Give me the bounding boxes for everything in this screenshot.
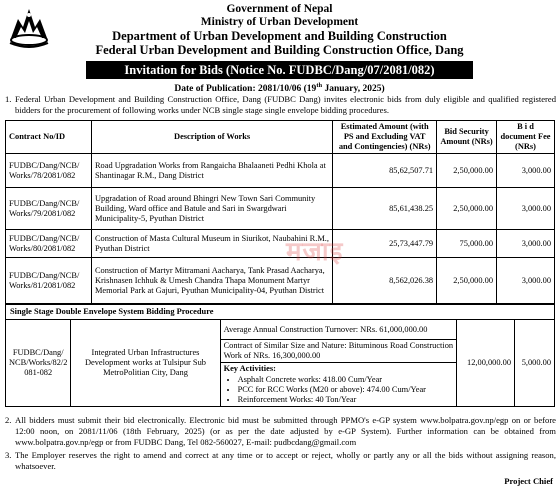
cell-description: Construction of Martyr Mitramani Aacharya, Tank Prasad Aacharya, Krishnasen Ichhuk & Umesh Chandra Thapa Monument Martyr Memorial Park at Gajuri, Pyuthan Municipality-04, Pyuthan District xyxy=(91,258,332,304)
paragraph-number: 3. xyxy=(5,450,12,460)
table-title: Single Stage Double Envelope System Bidding Procedure xyxy=(6,305,555,320)
publication-date-prefix: Date of Publication: 2081/10/06 (19 xyxy=(174,84,317,95)
table-row xyxy=(6,230,555,258)
paragraph-3 xyxy=(3,450,556,472)
cell-contract: FUDBC/Dang/NCB/ Works/79/2081/082 xyxy=(6,188,92,230)
cell-description: Road Upgradation Works from Rangaicha Bhalaaneti Pedhi Khola at Shantinagar R.M., Dang District xyxy=(91,154,332,188)
cell-fee: 3,000.00 xyxy=(497,188,555,230)
paragraph-text: Federal Urban Development and Building Construction Office, Dang (FUDBC Dang) invites electronic bids from duly eligible and qualified registered bidders for the procurement of following works under NCB single stage single envelope bidding procedures. xyxy=(15,94,556,115)
paragraph-number: 1. xyxy=(5,94,12,104)
cell-security: 12,00,000.00 xyxy=(457,320,515,407)
cell-amount: 85,62,507.71 xyxy=(333,154,437,188)
header-department: Department of Urban Development and Building Construction xyxy=(112,29,447,43)
paragraph-2 xyxy=(3,415,556,448)
table-row xyxy=(6,320,555,340)
cell-contract: FUDBC/Dang/ NCB/Works/82/2 081-082 xyxy=(6,320,71,407)
cell-amount: 25,73,447.79 xyxy=(333,230,437,258)
col-header-fee: B i d document Fee (NRs) xyxy=(497,121,555,154)
list-item: • PCC for RCC Works (M20 or above): 474.00 Cum/Year xyxy=(238,385,454,395)
table-row xyxy=(6,188,555,230)
works-table xyxy=(5,120,555,304)
cell-key-activities xyxy=(220,363,457,407)
col-header-amount: Estimated Amount (with PS and Excluding VAT and Contingencies) (NRs) xyxy=(333,121,437,154)
col-header-security: Bid Security Amount (NRs) xyxy=(437,121,497,154)
table-title-row xyxy=(6,305,555,320)
cell-fee: 5,000.00 xyxy=(515,320,555,407)
cell-contract: FUDBC/Dang/NCB/ Works/81/2081/082 xyxy=(6,258,92,304)
header-ministry: Ministry of Urban Development xyxy=(200,16,359,28)
cell-contract: FUDBC/Dang/NCB/ Works/78/2081/082 xyxy=(6,154,92,188)
paragraph-1 xyxy=(3,94,556,116)
cell-requirement-similar-contract: Contract of Similar Size and Nature: Bituminous Road Construction Work of NRs. 16,300,000.00 xyxy=(220,340,457,363)
paragraph-text: All bidders must submit their bid electronically. Electronic bid must be submitted through PPMO's e-GP system www.bolpatra.gov.np/egp on or before 12:00 noon, on 2081/11/06 (18th February, 2025) (or as per the date adjusted by e-GP System). Further information can be obtained from www.bolpatra.gov.np/egp or from FUDBC Dang, Tel 082-560027, E-mail: pudbcdang@gmail.com xyxy=(15,415,556,447)
paragraph-text: The Employer reserves the right to amend and correct at any time or to accept or reject, wholly or partly any or all the bids without assigning reason, whatsoever. xyxy=(15,450,556,471)
col-header-contract: Contract No/ID xyxy=(6,121,92,154)
cell-amount: 85,61,438.25 xyxy=(333,188,437,230)
header-government: Government of Nepal xyxy=(226,3,333,15)
cell-security: 75,000.00 xyxy=(437,230,497,258)
cell-security: 2,50,000.00 xyxy=(437,258,497,304)
cell-fee: 3,000.00 xyxy=(497,230,555,258)
header-office: Federal Urban Development and Building Construction Office, Dang xyxy=(95,43,464,57)
paragraph-number: 2. xyxy=(5,415,12,425)
col-header-description: Description of Works xyxy=(91,121,332,154)
cell-security: 2,50,000.00 xyxy=(437,188,497,230)
cell-security: 2,50,000.00 xyxy=(437,154,497,188)
list-item: • Asphalt Concrete works: 418.00 Cum/Year xyxy=(238,375,454,385)
publication-date-suffix: January, 2025) xyxy=(322,84,385,95)
table-header-row xyxy=(6,121,555,154)
publication-date-sup: th xyxy=(316,82,323,89)
key-activities-label: Key Activities: xyxy=(223,364,276,373)
cell-description: Construction of Masta Cultural Museum in Siurikot, Naubahini R.M., Pyuthan District xyxy=(91,230,332,258)
cell-requirement-turnover: Average Annual Construction Turnover: NRs. 61,000,000.00 xyxy=(220,320,457,340)
table-row xyxy=(6,258,555,304)
double-envelope-table xyxy=(5,304,555,407)
cell-description: Upgradation of Road around Bhingri New Town Sari Community Building, Ward office and Batule and Sari in Swargdwari Municipality-5, Pyuthan District xyxy=(91,188,332,230)
cell-fee: 3,000.00 xyxy=(497,154,555,188)
cell-description: Integrated Urban Infrastructures Development works at Tulsipur Sub MetroPolitian City, Dang xyxy=(71,320,220,407)
signoff-title: Project Chief xyxy=(504,476,553,486)
watermark-logo: मजाइ xyxy=(286,237,344,267)
cell-fee: 3,000.00 xyxy=(497,258,555,304)
publication-date xyxy=(0,82,559,94)
cell-amount: 8,562,026.38 xyxy=(333,258,437,304)
list-item: • Reinforcement Works: 40 Ton/Year xyxy=(238,395,454,405)
cell-contract: FUDBC/Dang/NCB/ Works/80/2081/082 xyxy=(6,230,92,258)
notice-title-banner: Invitation for Bids (Notice No. FUDBC/Dang/07/2081/082) xyxy=(86,61,473,79)
table-row xyxy=(6,154,555,188)
activities-list xyxy=(224,375,454,405)
